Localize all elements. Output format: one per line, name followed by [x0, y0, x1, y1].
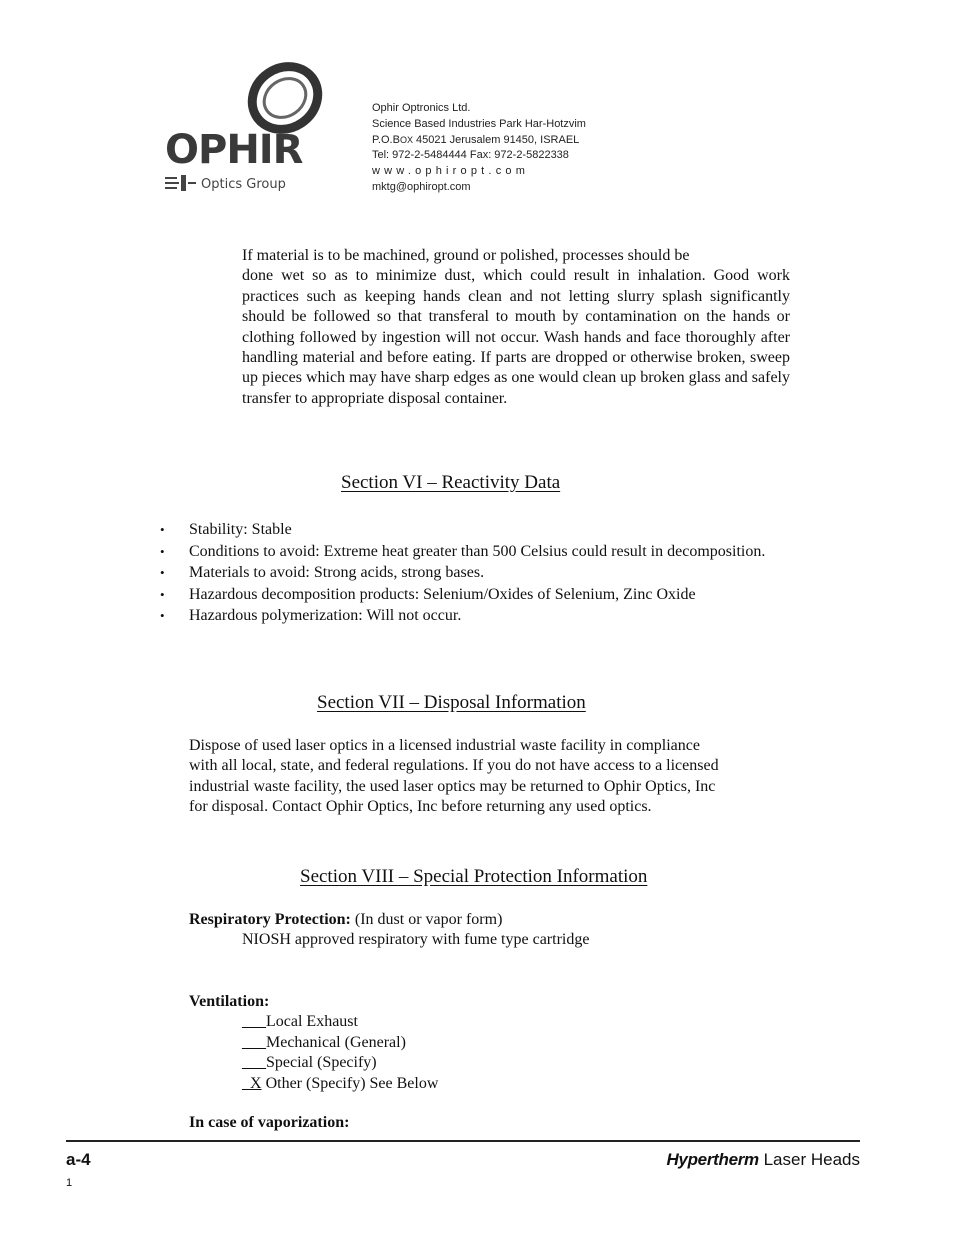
list-item-text: Hazardous polymerization: Will not occur.: [189, 607, 462, 624]
company-email[interactable]: mktg@ophiropt.com: [372, 180, 471, 193]
company-tel-fax: Tel: 972-2-5484444 Fax: 972-2-5822338: [372, 149, 569, 162]
company-address: [372, 101, 586, 196]
disposal-line: industrial waste facility, the used laser optics may be returned to Ophir Optics, Inc: [189, 777, 716, 795]
bullet-icon: •: [160, 608, 165, 623]
option-label: Mechanical (General): [266, 1033, 406, 1051]
ventilation: [189, 992, 438, 1094]
product-name: Laser Heads: [758, 1150, 860, 1169]
checkbox-checked[interactable]: _X: [242, 1074, 262, 1092]
bullet-icon: •: [160, 522, 165, 537]
logo-subtitle: Optics Group: [201, 177, 286, 192]
brand-name: Hypertherm: [666, 1150, 759, 1169]
optics-group-mark-icon: [165, 174, 197, 192]
ventilation-option: [189, 1012, 438, 1032]
po-prefix: P.O.B: [372, 133, 400, 146]
list-item-text: Materials to avoid: Strong acids, strong bases.: [189, 564, 485, 581]
footer-brand: [666, 1150, 860, 1170]
section-8-title: Section VIII – Special Protection Information: [300, 866, 648, 887]
respiratory-note: (In dust or vapor form): [350, 911, 503, 928]
list-item: [160, 605, 790, 626]
respiratory-protection: [189, 910, 589, 951]
ophir-logo: [165, 58, 327, 196]
list-item-text: Stability: Stable: [189, 521, 292, 538]
list-item: [160, 519, 790, 540]
option-label: Other (Specify) See Below: [261, 1074, 439, 1092]
page-number: a-4: [66, 1150, 91, 1169]
list-item: [160, 541, 790, 562]
bullet-icon: •: [160, 543, 165, 559]
disposal-line: with all local, state, and federal regulations. If you do not have access to a licensed: [189, 757, 719, 775]
logo-wordmark: OPHIR: [165, 127, 303, 173]
disposal-line: for disposal. Contact Ophir Optics, Inc before returning any used optics.: [189, 798, 652, 816]
po-rest: 45021 Jerusalem 91450, ISRAEL: [412, 133, 580, 146]
intro-paragraph: [242, 246, 790, 409]
company-po-box: [372, 133, 586, 149]
list-item: [160, 562, 790, 583]
section-7-title: Section VII – Disposal Information: [317, 692, 586, 713]
bullet-icon: •: [160, 565, 165, 580]
list-item: [160, 584, 790, 605]
vaporization-label: In case of vaporization:: [189, 1114, 350, 1131]
disposal-line: Dispose of used laser optics in a licensed industrial waste facility in compliance: [189, 737, 700, 754]
checkbox-blank[interactable]: ___: [242, 1054, 266, 1072]
ventilation-option: [189, 1033, 438, 1053]
bullet-icon: •: [160, 586, 165, 602]
reactivity-list: [160, 519, 790, 627]
list-item-text: Hazardous decomposition products: Selenium/Oxides of Selenium, Zinc Oxide: [189, 585, 696, 603]
ventilation-option: [189, 1053, 438, 1073]
respiratory-heading: [189, 910, 589, 930]
checkbox-blank[interactable]: ___: [242, 1033, 266, 1051]
footer-divider: [66, 1140, 860, 1142]
intro-first-line: If material is to be machined, ground or polished, processes should be: [242, 247, 690, 264]
respiratory-detail: NIOSH approved respiratory with fume type cartridge: [242, 931, 590, 949]
company-park: Science Based Industries Park Har-Hotzvim: [372, 117, 586, 130]
option-label: Special (Specify): [266, 1054, 377, 1072]
respiratory-label: Respiratory Protection:: [189, 911, 351, 928]
disposal-paragraph: [189, 736, 789, 818]
ventilation-option: [189, 1074, 438, 1094]
intro-rest: done wet so as to minimize dust, which could result in inhalation. Good work practices such as keeping hands clean and not letting slurry splash significantly should be followed so that transferal to mouth by contamination on the hands or clothing followed by ingestion will not occur. Wash hands and face thoroughly after handling material and before eating. If parts are dropped or otherwise broken, sweep up pieces which may have sharp edges as one would clean up broken glass and safely transfer to appropriate disposal container.: [242, 267, 790, 407]
option-label: Local Exhaust: [266, 1013, 358, 1031]
company-name: Ophir Optronics Ltd.: [372, 102, 471, 114]
po-ox: OX: [399, 134, 413, 145]
list-item-text: Conditions to avoid: Extreme heat greater than 500 Celsius could result in decomposition.: [189, 542, 766, 560]
footnote-number: 1: [66, 1177, 73, 1189]
section-6-title: Section VI – Reactivity Data: [341, 472, 561, 493]
checkbox-blank[interactable]: ___: [242, 1013, 266, 1031]
company-website[interactable]: www.ophiropt.com: [372, 165, 530, 178]
ventilation-label: Ventilation:: [189, 993, 270, 1010]
